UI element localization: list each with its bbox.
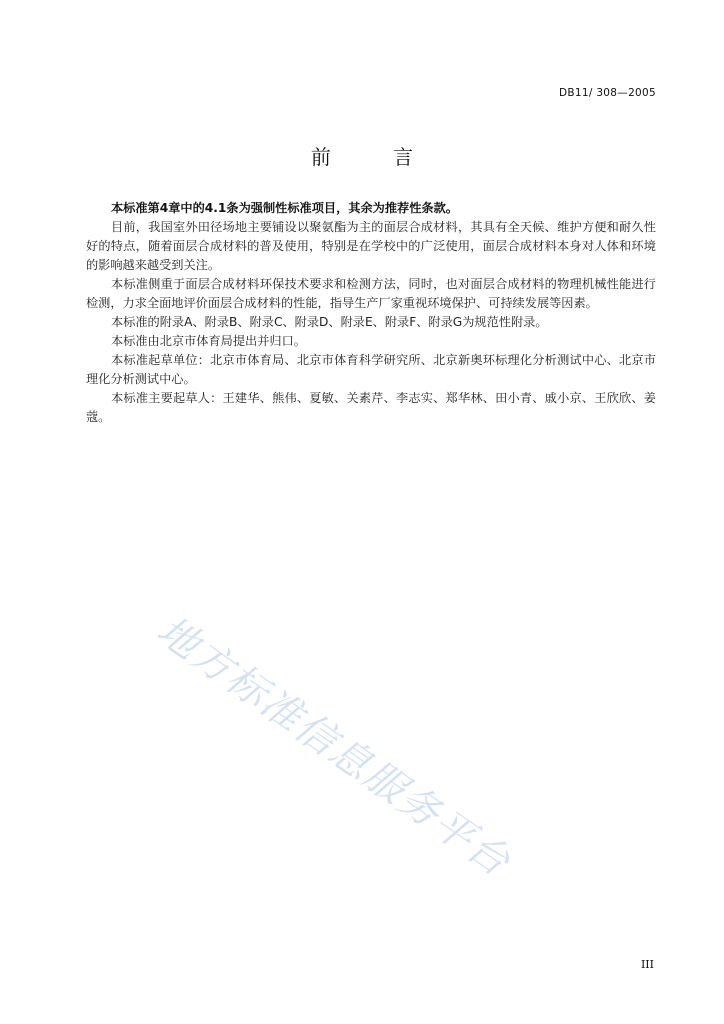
paragraph-mandatory-note: 本标准第4章中的4.1条为强制性标准项目，其余为推荐性条款。 — [111, 201, 458, 215]
watermark: 地方标准信息服务平台 — [148, 607, 519, 886]
paragraph-background: 目前，我国室外田径场地主要铺设以聚氨酯为主的面层合成材料，其具有全天候、维护方便和耐久性好的特点，随着面层合成材料的普及使用，特别是在学校中的广泛使用，面层合成材料本身对人体和环境的影响越来越受到关注。 — [86, 220, 656, 272]
document-code: DB11/ 308—2005 — [559, 87, 656, 99]
paragraph-drafting-units: 本标准起草单位：北京市体育局、北京市体育科学研究所、北京新奥环标理化分析测试中心、北京市理化分析测试中心。 — [86, 353, 656, 386]
paragraph-focus: 本标准侧重于面层合成材料环保技术要求和检测方法，同时，也对面层合成材料的物理机械性能进行检测，力求全面地评价面层合成材料的性能，指导生产厂家重视环境保护、可持续发展等因素。 — [86, 277, 656, 310]
page-number: III — [640, 958, 654, 971]
page-title: 前 言 — [310, 145, 442, 169]
paragraph-proposer: 本标准由北京市体育局提出并归口。 — [111, 334, 306, 348]
document-body — [86, 199, 656, 427]
paragraph-drafters: 本标准主要起草人：王建华、熊伟、夏敏、关素芹、李志实、郑华林、田小青、戚小京、王欣欣、姜蔻。 — [86, 391, 656, 424]
paragraph-appendices: 本标准的附录A、附录B、附录C、附录D、附录E、附录F、附录G为规范性附录。 — [111, 315, 548, 329]
